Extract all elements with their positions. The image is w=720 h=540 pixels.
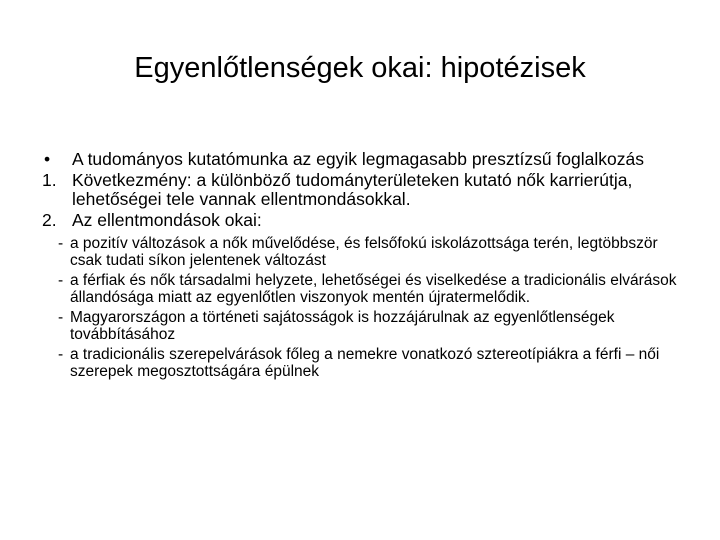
sub-list-item-text: a férfiak és nők társadalmi helyzete, lehetőségei és viselkedése a tradicionális elvárások állandósága miatt az egyenlőtlen viszonyok mentén újratermelődik. (70, 272, 677, 306)
slide-body (40, 150, 690, 383)
dash-marker: - (58, 309, 64, 326)
number-marker: 1. (42, 170, 57, 190)
list-item-text: A tudományos kutatómunka az egyik legmagasabb presztízsű foglalkozás (72, 149, 644, 169)
list-item (40, 150, 690, 169)
slide-title: Egyenlőtlenségek okai: hipotézisek (134, 52, 586, 84)
dash-marker: - (58, 346, 64, 363)
bullet-marker: • (44, 149, 51, 169)
sub-list-item (40, 346, 690, 380)
sub-list (40, 235, 690, 380)
dash-marker: - (58, 272, 64, 289)
list-item-text: Következmény: a különböző tudományterületeken kutató nők karrierútja, lehetőségei tele vannak ellentmondásokkal. (72, 170, 633, 209)
sub-list-item-text: a tradicionális szerepelvárások főleg a nemekre vonatkozó sztereotípiákra a férfi – női szerepek megosztottságára épülnek (70, 346, 660, 380)
sub-list-item-text: Magyarországon a történeti sajátosságok is hozzájárulnak az egyenlőtlenségek továbbításához (70, 309, 615, 343)
list-item-text: Az ellentmondások okai: (72, 210, 262, 230)
sub-list-item (40, 272, 690, 306)
list-item (40, 211, 690, 230)
sub-list-item (40, 309, 690, 343)
sub-list-item (40, 235, 690, 269)
sub-list-item-text: a pozitív változások a nők művelődése, és felsőfokú iskolázottsága terén, legtöbbször csak tudati síkon jelentenek változást (70, 235, 658, 269)
list-item (40, 171, 690, 209)
dash-marker: - (58, 235, 64, 252)
number-marker: 2. (42, 210, 57, 230)
